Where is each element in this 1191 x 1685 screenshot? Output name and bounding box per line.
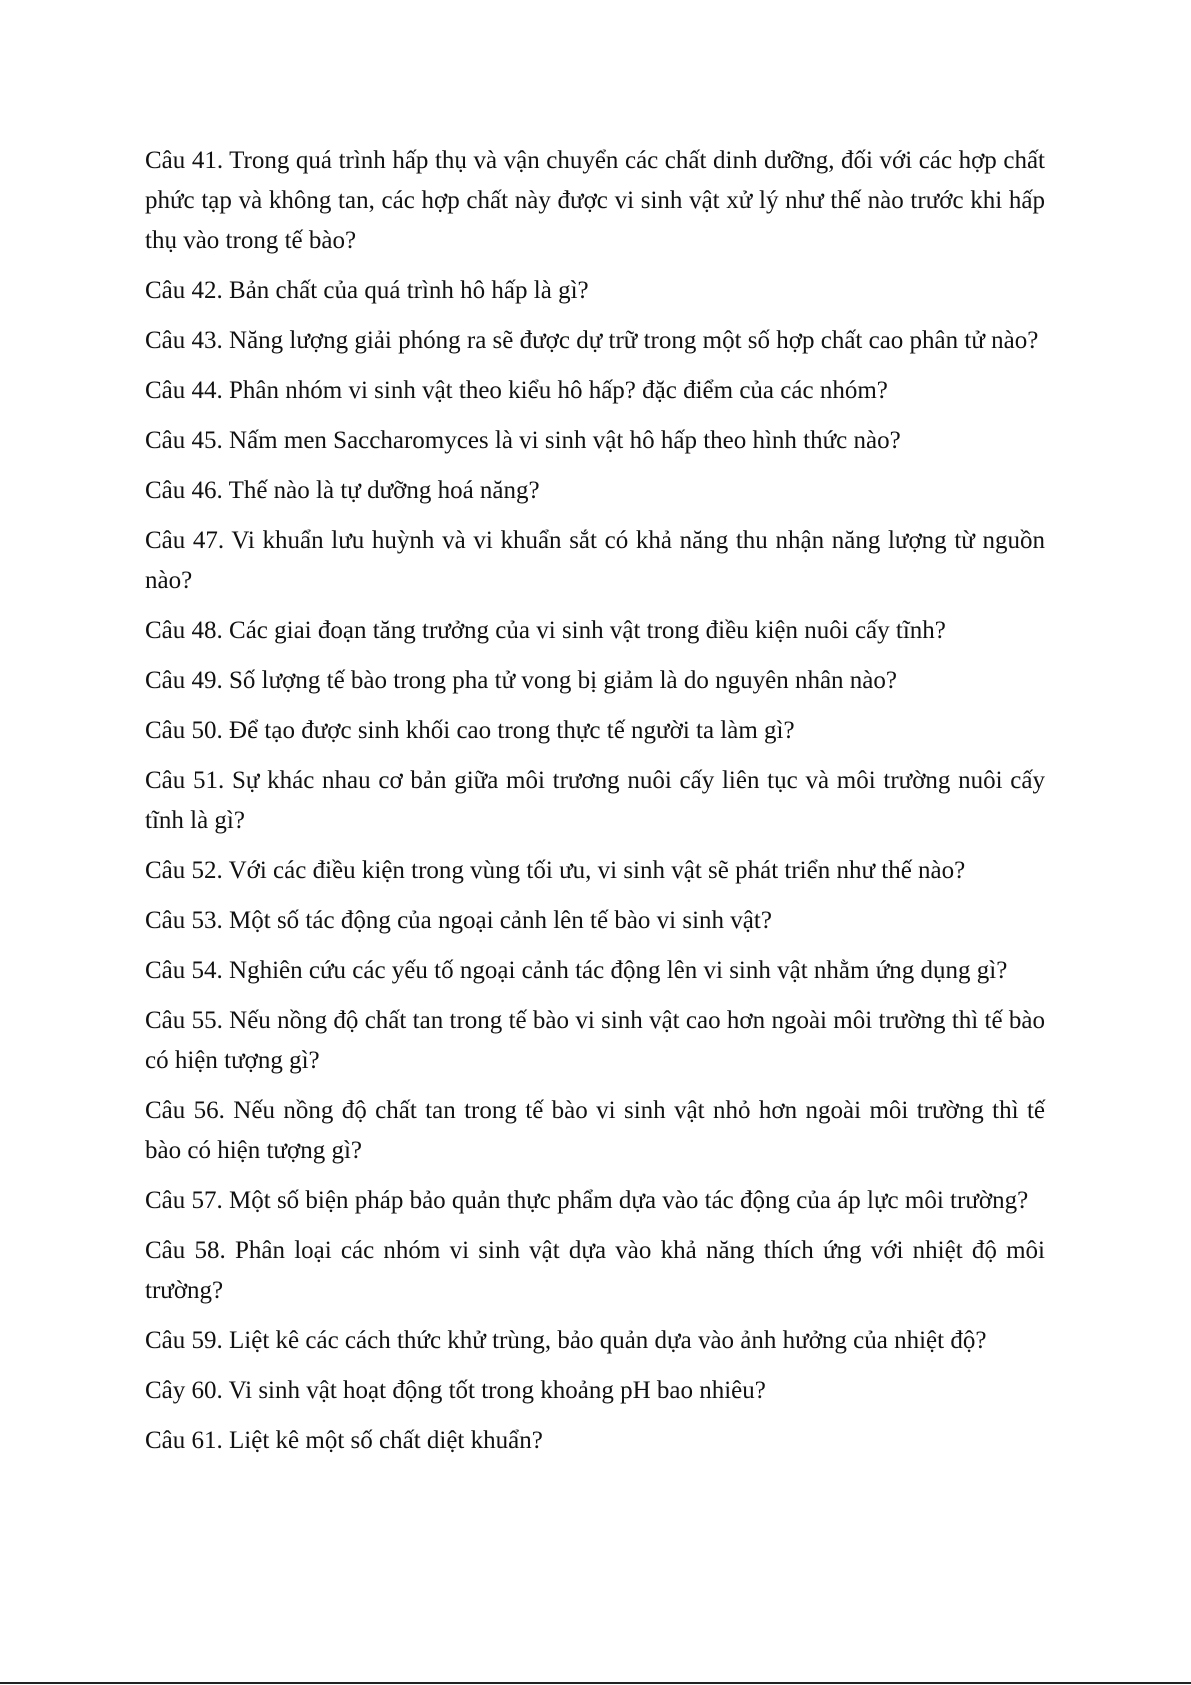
question-52: Câu 52. Với các điều kiện trong vùng tối ưu, vi sinh vật sẽ phát triển như thế nào?: [145, 857, 966, 884]
question-58: Câu 58. Phân loại các nhóm vi sinh vật dựa vào khả năng thích ứng với nhiệt độ môi trường?: [145, 1237, 1045, 1304]
question-61: Câu 61. Liệt kê một số chất diệt khuẩn?: [145, 1427, 543, 1454]
question-55: Câu 55. Nếu nồng độ chất tan trong tế bào vi sinh vật cao hơn ngoài môi trường thì tế bào có hiện tượng gì?: [145, 1007, 1045, 1074]
question-53: Câu 53. Một số tác động của ngoại cảnh lên tế bào vi sinh vật?: [145, 907, 772, 934]
question-list: [145, 141, 1045, 1471]
question-46: Câu 46. Thế nào là tự dưỡng hoá năng?: [145, 477, 540, 504]
question-57: Câu 57. Một số biện pháp bảo quản thực phẩm dựa vào tác động của áp lực môi trường?: [145, 1187, 1029, 1214]
question-41: Câu 41. Trong quá trình hấp thụ và vận chuyển các chất dinh dưỡng, đối với các hợp chất phức tạp và không tan, các hợp chất này được vi sinh vật xử lý như thế nào trước khi hấp thụ vào trong tế bào?: [145, 147, 1045, 254]
question-42: Câu 42. Bản chất của quá trình hô hấp là gì?: [145, 277, 589, 304]
question-43: Câu 43. Năng lượng giải phóng ra sẽ được dự trữ trong một số hợp chất cao phân tử nào?: [145, 327, 1039, 354]
question-47: Câu 47. Vi khuẩn lưu huỳnh và vi khuẩn sắt có khả năng thu nhận năng lượng từ nguồn nào?: [145, 527, 1045, 594]
question-59: Câu 59. Liệt kê các cách thức khử trùng, bảo quản dựa vào ảnh hưởng của nhiệt độ?: [145, 1327, 987, 1354]
question-56: Câu 56. Nếu nồng độ chất tan trong tế bào vi sinh vật nhỏ hơn ngoài môi trường thì tế bào có hiện tượng gì?: [145, 1097, 1045, 1164]
question-44: Câu 44. Phân nhóm vi sinh vật theo kiểu hô hấp? đặc điểm của các nhóm?: [145, 377, 888, 404]
question-49: Câu 49. Số lượng tế bào trong pha tử vong bị giảm là do nguyên nhân nào?: [145, 667, 898, 694]
question-60: Cây 60. Vi sinh vật hoạt động tốt trong khoảng pH bao nhiêu?: [145, 1377, 766, 1404]
question-50: Câu 50. Để tạo được sinh khối cao trong thực tế người ta làm gì?: [145, 717, 795, 744]
page-bottom-divider: [0, 1682, 1191, 1684]
question-48: Câu 48. Các giai đoạn tăng trưởng của vi sinh vật trong điều kiện nuôi cấy tĩnh?: [145, 617, 946, 644]
question-51: Câu 51. Sự khác nhau cơ bản giữa môi trương nuôi cấy liên tục và môi trường nuôi cấy tĩnh là gì?: [145, 767, 1045, 834]
question-54: Câu 54. Nghiên cứu các yếu tố ngoại cảnh tác động lên vi sinh vật nhằm ứng dụng gì?: [145, 957, 1008, 984]
question-45: Câu 45. Nấm men Saccharomyces là vi sinh vật hô hấp theo hình thức nào?: [145, 427, 901, 454]
